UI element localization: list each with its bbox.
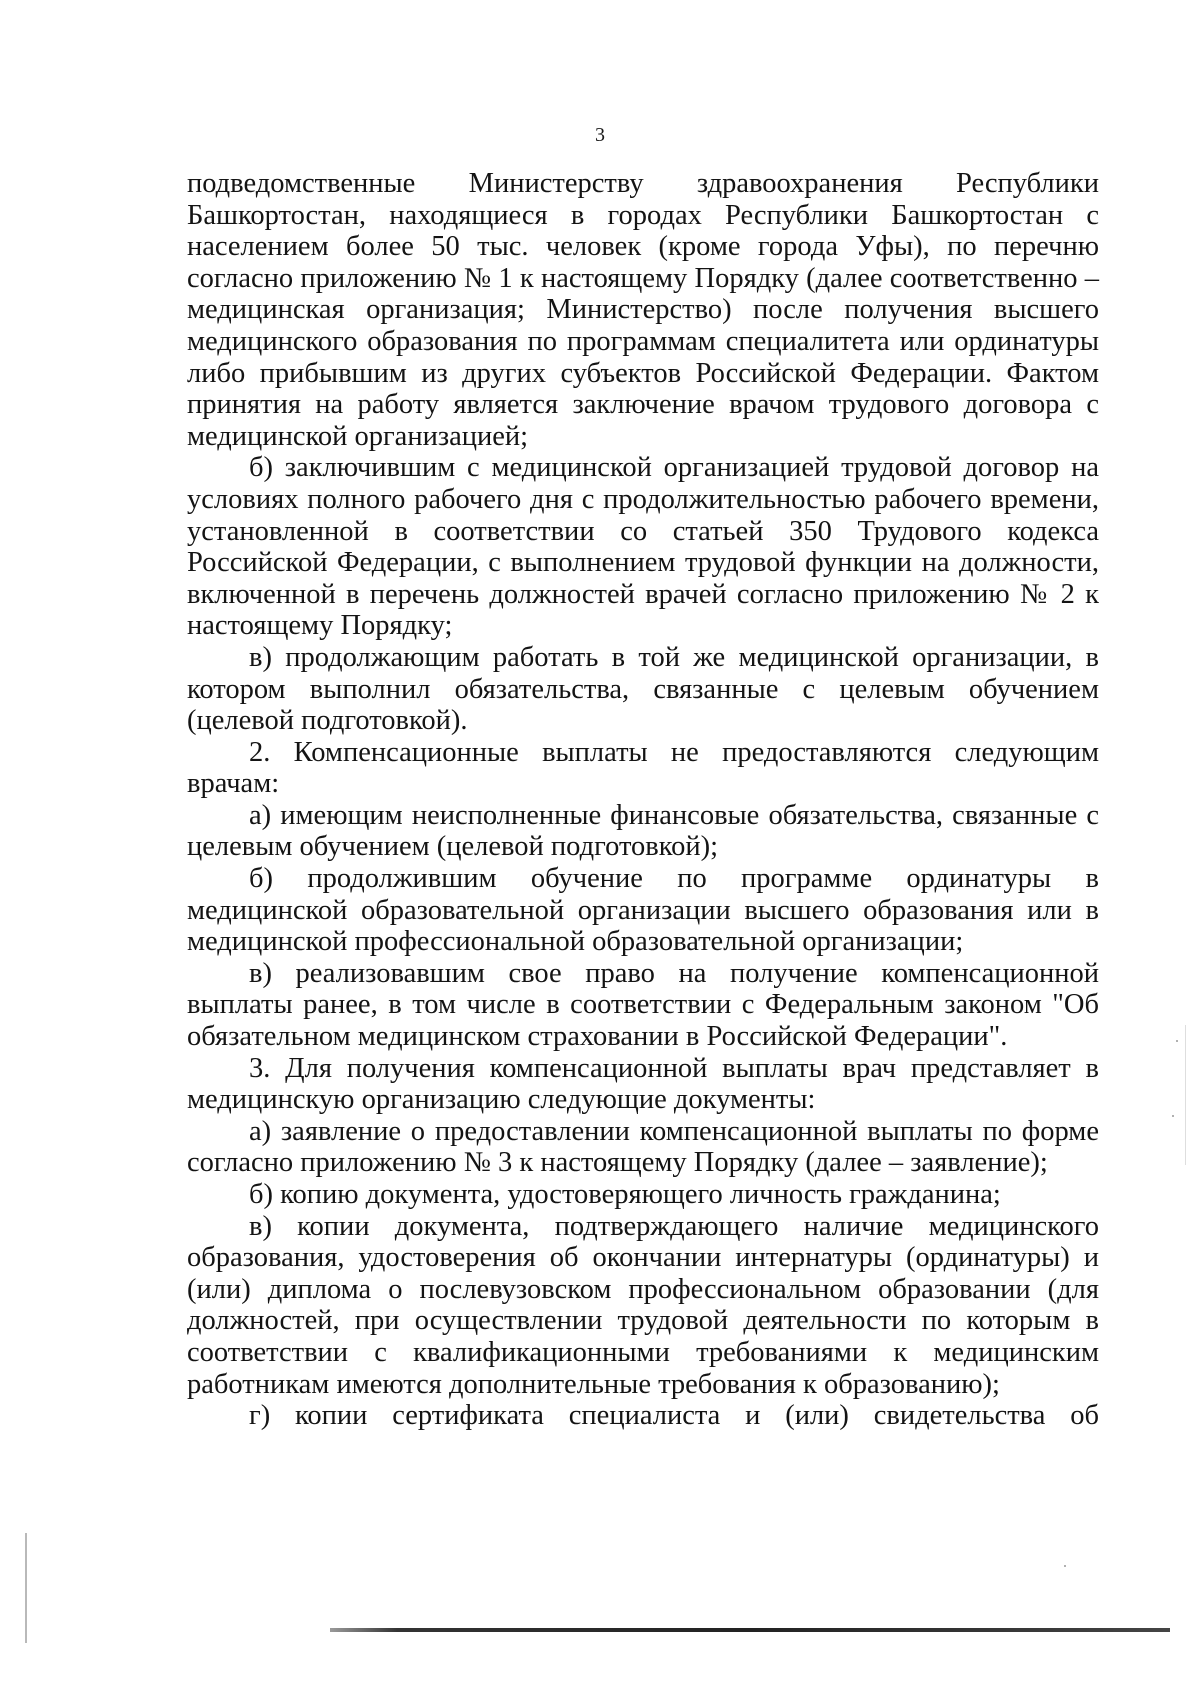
scan-speck — [1172, 1115, 1174, 1117]
paragraph: в) копии документа, подтверждающего наличие медицинского образования, удостоверения об окончании интернатуры (ординатуры) и (или) диплома о послевузовском профессиональном образовании (для должностей, при осуществлении трудовой деятельности по которым в соответствии с квалификационными требованиями к медицинским работникам имеются дополнительные требования к образованию); — [187, 1210, 1099, 1400]
page-number: 3 — [595, 124, 605, 146]
scan-artifact-left-edge — [25, 1533, 27, 1643]
paragraph: а) заявление о предоставлении компенсационной выплаты по форме согласно приложению № 3 к настоящему Порядку (далее – заявление); — [187, 1115, 1099, 1179]
paragraph: 3. Для получения компенсационной выплаты врач представляет в медицинскую организацию следующие документы: — [187, 1052, 1099, 1116]
document-body — [187, 168, 1099, 1432]
paragraph: а) имеющим неисполненные финансовые обязательства, связанные с целевым обучением (целевой подготовкой); — [187, 799, 1099, 863]
paragraph: 2. Компенсационные выплаты не предоставляются следующим врачам: — [187, 736, 1099, 800]
scan-artifact-right-edge — [1185, 1025, 1186, 1165]
scan-speck — [1064, 1565, 1066, 1567]
paragraph: в) реализовавшим свое право на получение компенсационной выплаты ранее, в том числе в соответствии с Федеральным законом "Об обязательном медицинском страховании в Российской Федерации". — [187, 957, 1099, 1053]
scan-speck — [1176, 1040, 1178, 1042]
paragraph: б) продолжившим обучение по программе ординатуры в медицинской образовательной организации высшего образования или в медицинской профессиональной образовательной организации; — [187, 863, 1099, 958]
scan-artifact-bottom-rule — [330, 1628, 1170, 1632]
paragraph: подведомственные Министерству здравоохранения Республики Башкортостан, находящиеся в городах Республики Башкортостан с населением более 50 тыс. человек (кроме города Уфы), по перечню согласно приложению № 1 к настоящему Порядку (далее соответственно – медицинская организация; Министерство) после получения высшего медицинского образования по программам специалитета или ординатуры либо прибывшим из других субъектов Российской Федерации. Фактом принятия на работу является заключение врачом трудового договора с медицинской организацией; — [187, 168, 1099, 452]
paragraph: б) копию документа, удостоверяющего личность гражданина; — [249, 1179, 1001, 1210]
paragraph: б) заключившим с медицинской организацией трудовой договор на условиях полного рабочего дня с продолжительностью рабочего времени, установленной в соответствии со статьей 350 Трудового кодекса Российской Федерации, с выполнением трудовой функции на должности, включенной в перечень должностей врачей согласно приложению № 2 к настоящему Порядку; — [187, 452, 1099, 642]
paragraph: в) продолжающим работать в той же медицинской организации, в котором выполнил обязательства, связанные с целевым обучением (целевой подготовкой). — [187, 641, 1099, 737]
paragraph: г) копии сертификата специалиста и (или) свидетельства об — [249, 1400, 1099, 1432]
